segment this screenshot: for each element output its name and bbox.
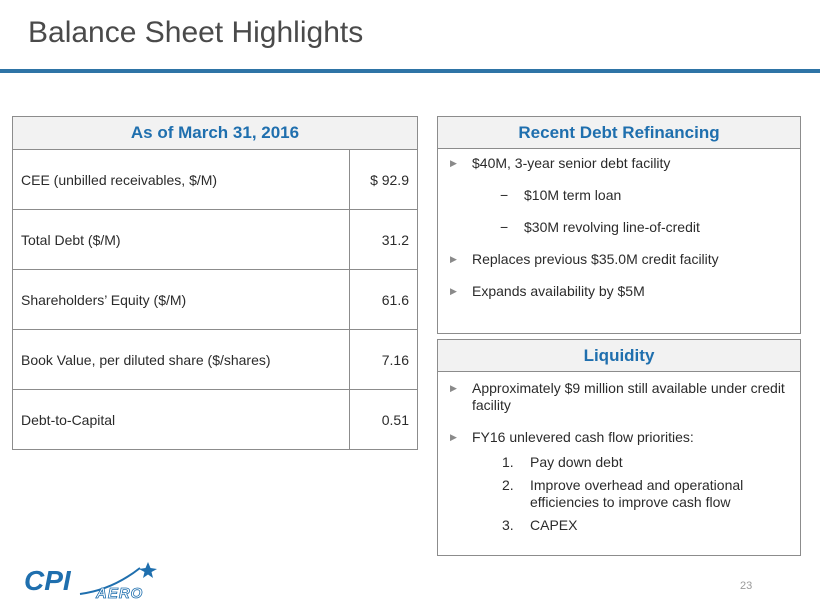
item-number: 2.	[502, 477, 514, 493]
sub-bullet-text: $10M term loan	[524, 187, 622, 203]
item-text: CAPEX	[530, 517, 578, 533]
row-value: 31.2	[350, 210, 418, 270]
bullet-arrow-icon: ▶	[450, 432, 457, 442]
row-value: 61.6	[350, 270, 418, 330]
bullet-item	[450, 283, 790, 300]
table-row	[13, 270, 418, 330]
liquidity-header: Liquidity	[438, 340, 800, 372]
bullet-arrow-icon: ▶	[450, 158, 457, 168]
row-label: Shareholders’ Equity ($/M)	[13, 270, 350, 330]
table-row	[13, 210, 418, 270]
numbered-item	[450, 517, 790, 534]
slide-title: Balance Sheet Highlights	[28, 16, 364, 49]
bullet-text: Approximately $9 million still available under credit facility	[472, 380, 785, 413]
dash-marker: −	[500, 187, 509, 203]
table-row	[13, 150, 418, 210]
item-number: 3.	[502, 517, 514, 533]
bullet-item	[450, 429, 790, 446]
row-value: 0.51	[350, 390, 418, 450]
row-label: Book Value, per diluted share ($/shares)	[13, 330, 350, 390]
logo-main-text: CPI	[24, 565, 71, 596]
sub-bullet-text: $30M revolving line-of-credit	[524, 219, 700, 235]
bullet-arrow-icon: ▶	[450, 254, 457, 264]
numbered-item	[450, 477, 790, 511]
logo-sub-text: AERO	[96, 585, 144, 602]
row-value: 7.16	[350, 330, 418, 390]
refinancing-panel	[437, 116, 801, 334]
bullet-arrow-icon: ▶	[450, 383, 457, 393]
bullet-item	[450, 251, 790, 268]
refinancing-header: Recent Debt Refinancing	[438, 117, 800, 149]
liquidity-panel	[437, 339, 801, 556]
sub-bullet-item	[450, 187, 790, 204]
dash-marker: −	[500, 219, 509, 235]
item-text: Improve overhead and operational efficiencies to improve cash flow	[530, 477, 744, 510]
sub-bullet-item	[450, 219, 790, 236]
bullet-text: $40M, 3-year senior debt facility	[472, 155, 671, 171]
numbered-item	[450, 454, 790, 471]
table-header-row	[13, 117, 418, 150]
bullet-arrow-icon: ▶	[450, 286, 457, 296]
table-row	[13, 390, 418, 450]
balance-sheet-table	[12, 116, 418, 450]
star-icon	[139, 562, 157, 578]
table-header: As of March 31, 2016	[13, 117, 418, 150]
row-label: Debt-to-Capital	[13, 390, 350, 450]
row-value: $ 92.9	[350, 150, 418, 210]
item-number: 1.	[502, 454, 514, 470]
bullet-text: Replaces previous $35.0M credit facility	[472, 251, 719, 267]
bullet-text: Expands availability by $5M	[472, 283, 645, 299]
bullet-item	[450, 155, 790, 172]
bullet-item	[450, 380, 790, 414]
title-divider	[0, 69, 820, 73]
item-text: Pay down debt	[530, 454, 623, 470]
company-logo	[22, 560, 162, 604]
page-number: 23	[740, 580, 753, 592]
bullet-text: FY16 unlevered cash flow priorities:	[472, 429, 694, 445]
table-row	[13, 330, 418, 390]
row-label: Total Debt ($/M)	[13, 210, 350, 270]
row-label: CEE (unbilled receivables, $/M)	[13, 150, 350, 210]
